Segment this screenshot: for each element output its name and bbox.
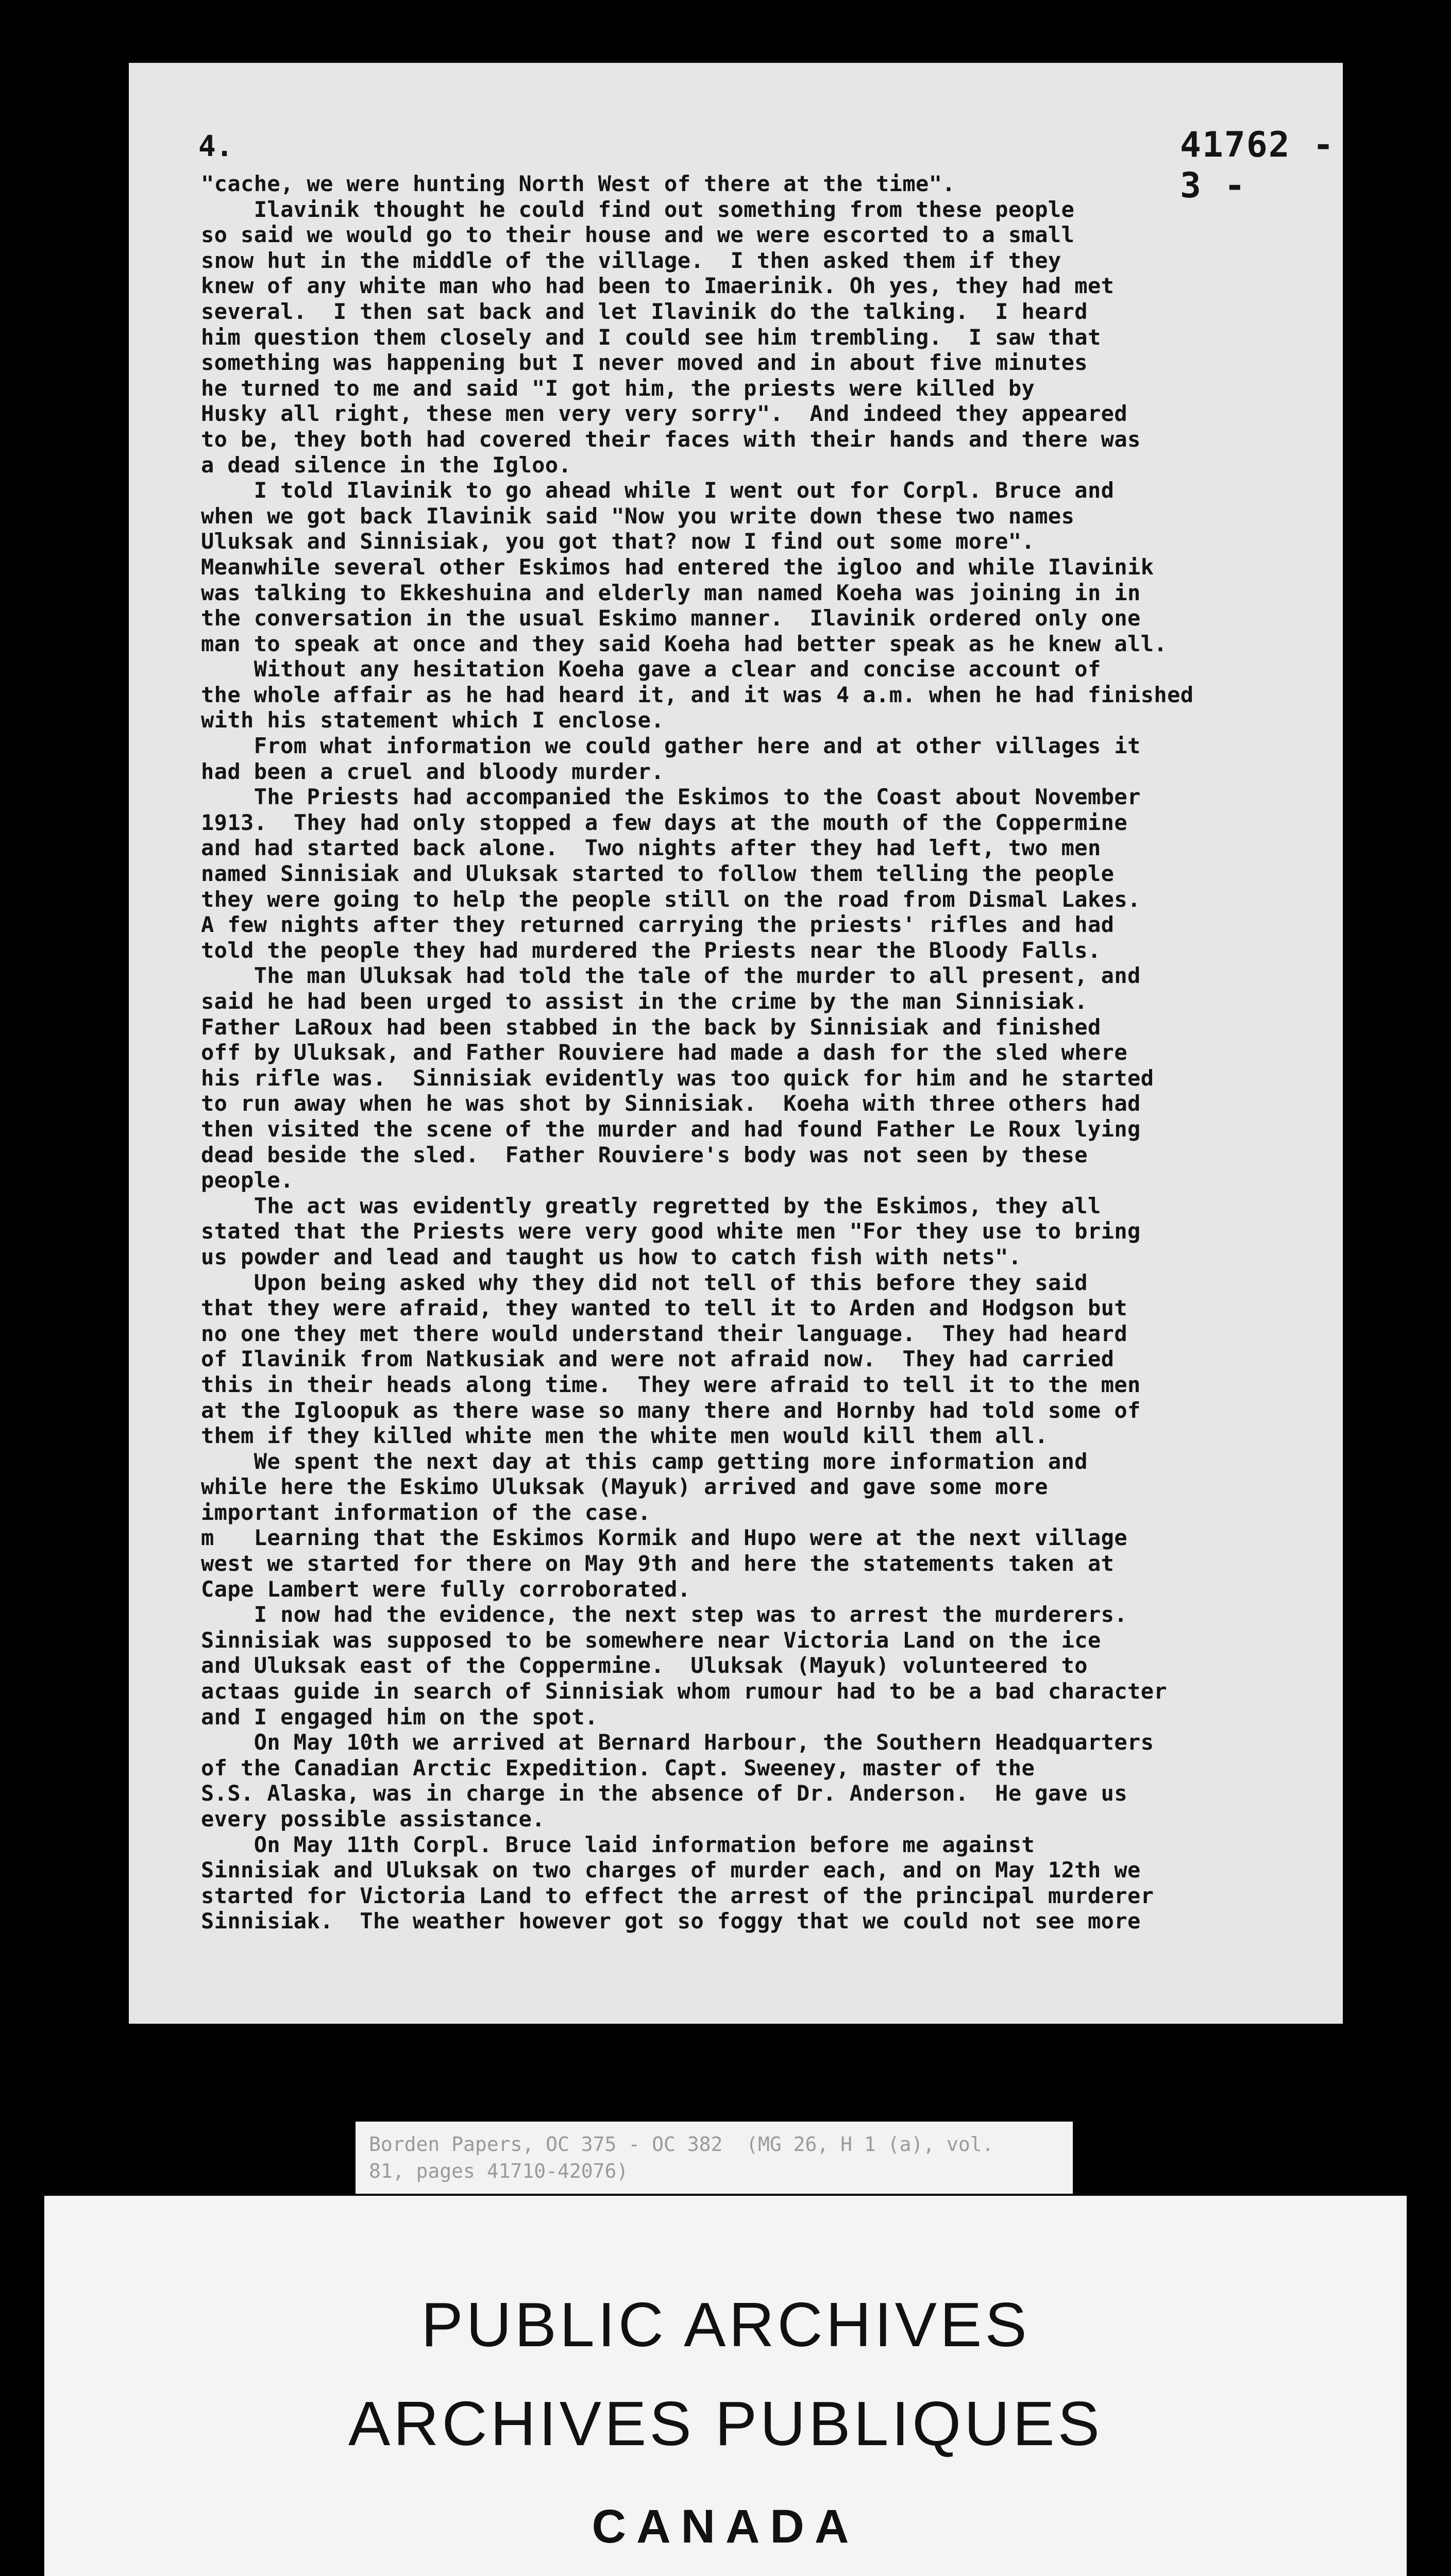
text-line: and had started back alone. Two nights after they had left, two men xyxy=(201,835,1101,861)
text-line: of Ilavinik from Natkusiak and were not afraid now. They had carried xyxy=(201,1346,1115,1372)
text-line: was talking to Ekkeshuina and elderly man named Koeha was joining in in xyxy=(201,580,1141,605)
typed-letter-page xyxy=(129,63,1343,2024)
catalog-reference-strip xyxy=(356,2122,1073,2194)
text-line: of the Canadian Arctic Expedition. Capt. Sweeney, master of the xyxy=(201,1755,1035,1781)
archive-title-french: ARCHIVES PUBLIQUES xyxy=(348,2388,1103,2459)
text-line: us powder and lead and taught us how to catch fish with nets". xyxy=(201,1244,1022,1269)
text-line: so said we would go to their house and we were escorted to a small xyxy=(201,222,1075,248)
text-line: Husky all right, these men very very sorry". And indeed they appeared xyxy=(201,401,1128,427)
archive-country: CANADA xyxy=(592,2500,859,2553)
text-line: Sinnisiak. The weather however got so foggy that we could not see more xyxy=(201,1908,1141,1934)
text-line: From what information we could gather here and at other villages it xyxy=(201,733,1141,759)
text-line: Ilavinik thought he could find out something from these people xyxy=(201,196,1075,222)
text-line: that they were afraid, they wanted to tell it to Arden and Hodgson but xyxy=(201,1295,1128,1321)
text-line: to be, they both had covered their faces with their hands and there was xyxy=(201,426,1141,452)
text-line: Meanwhile several other Eskimos had entered the igloo and while Ilavinik xyxy=(201,554,1154,580)
text-line: people. xyxy=(201,1167,294,1193)
text-line: several. I then sat back and let Ilavinik do the talking. I heard xyxy=(201,298,1088,324)
text-line: them if they killed white men the white men would kill them all. xyxy=(201,1423,1048,1449)
text-line: him question them closely and I could see him trembling. I saw that xyxy=(201,324,1101,350)
folio-number: 41762 xyxy=(1180,125,1291,165)
text-line: he turned to me and said "I got him, the priests were killed by xyxy=(201,375,1035,401)
text-line: this in their heads along time. They were afraid to tell it to the men xyxy=(201,1371,1141,1397)
catalog-line-1: Borden Papers, OC 375 - OC 382 (MG 26, H 1 (a), vol. xyxy=(369,2133,994,2156)
text-line: told the people they had murdered the Priests near the Bloody Falls. xyxy=(201,937,1101,963)
text-line: at the Igloopuk as there wase so many there and Hornby had told some of xyxy=(201,1397,1141,1423)
text-line: said he had been urged to assist in the crime by the man Sinnisiak. xyxy=(201,989,1088,1014)
text-line: I told Ilavinik to go ahead while I went out for Corpl. Bruce and xyxy=(201,478,1115,503)
text-line: On May 11th Corpl. Bruce laid information before me against xyxy=(201,1832,1035,1857)
text-line: S.S. Alaska, was in charge in the absence of Dr. Anderson. He gave us xyxy=(201,1781,1128,1806)
text-line: Upon being asked why they did not tell of this before they said xyxy=(201,1269,1088,1295)
text-line: something was happening but I never moved and in about five minutes xyxy=(201,350,1088,376)
text-line: when we got back Ilavinik said "Now you write down these two names xyxy=(201,503,1075,529)
text-line: The Priests had accompanied the Eskimos to the Coast about November xyxy=(201,784,1141,810)
text-line: On May 10th we arrived at Bernard Harbour, the Southern Headquarters xyxy=(201,1730,1154,1755)
text-line: m Learning that the Eskimos Kormik and Hupo were at the next village xyxy=(201,1525,1128,1551)
text-line: they were going to help the people still on the road from Dismal Lakes. xyxy=(201,886,1141,912)
text-line: The act was evidently greatly regretted by the Eskimos, they all xyxy=(201,1193,1101,1218)
text-line: no one they met there would understand their language. They had heard xyxy=(201,1320,1128,1346)
letter-body xyxy=(201,171,1343,1934)
text-line: snow hut in the middle of the village. I then asked them if they xyxy=(201,247,1061,273)
text-line: a dead silence in the Igloo. xyxy=(201,452,572,478)
text-line: his rifle was. Sinnisiak evidently was too quick for him and he started xyxy=(201,1065,1154,1091)
archive-title-english: PUBLIC ARCHIVES xyxy=(421,2290,1030,2360)
text-line: Sinnisiak and Uluksak on two charges of murder each, and on May 12th we xyxy=(201,1857,1141,1883)
text-line: I now had the evidence, the next step was to arrest the murderers. xyxy=(201,1602,1128,1628)
text-line: important information of the case. xyxy=(201,1499,651,1525)
text-line: had been a cruel and bloody murder. xyxy=(201,758,665,784)
text-line: We spent the next day at this camp getting more information and xyxy=(201,1448,1088,1474)
text-line: The man Uluksak had told the tale of the murder to all present, and xyxy=(201,963,1141,989)
text-line: actaas guide in search of Sinnisiak whom rumour had to be a bad character xyxy=(201,1679,1168,1704)
text-line: Without any hesitation Koeha gave a clear and concise account of xyxy=(201,656,1101,682)
text-line: and I engaged him on the spot. xyxy=(201,1704,598,1730)
text-line: Father LaRoux had been stabbed in the back by Sinnisiak and finished xyxy=(201,1014,1101,1040)
text-line: started for Victoria Land to effect the arrest of the principal murderer xyxy=(201,1883,1154,1908)
text-line: while here the Eskimo Uluksak (Mayuk) arrived and gave some more xyxy=(201,1474,1048,1500)
text-line: stated that the Priests were very good white men "For they use to bring xyxy=(201,1218,1141,1244)
page-number xyxy=(1180,125,1343,206)
text-line: then visited the scene of the murder and had found Father Le Roux lying xyxy=(201,1116,1141,1142)
text-line: every possible assistance. xyxy=(201,1806,545,1832)
text-line: the conversation in the usual Eskimo manner. Ilavinik ordered only one xyxy=(201,605,1141,631)
text-line: named Sinnisiak and Uluksak started to follow them telling the people xyxy=(201,861,1115,887)
text-line: man to speak at once and they said Koeha had better speak as he knew all. xyxy=(201,631,1168,656)
text-line: "cache, we were hunting North West of there at the time". xyxy=(201,171,956,196)
text-line: A few nights after they returned carrying the priests' rifles and had xyxy=(201,912,1115,938)
page-marker: - 3 - xyxy=(1180,125,1335,206)
archives-card xyxy=(44,2196,1407,2576)
text-line: to run away when he was shot by Sinnisiak. Koeha with three others had xyxy=(201,1091,1141,1116)
catalog-line-2: 81, pages 41710-42076) xyxy=(369,2160,629,2182)
text-line: with his statement which I enclose. xyxy=(201,707,665,733)
text-line: Sinnisiak was supposed to be somewhere near Victoria Land on the ice xyxy=(201,1627,1101,1653)
text-line: dead beside the sled. Father Rouviere's body was not seen by these xyxy=(201,1142,1088,1167)
text-line: Uluksak and Sinnisiak, you got that? now I find out some more". xyxy=(201,529,1035,554)
text-line: the whole affair as he had heard it, and it was 4 a.m. when he had finished xyxy=(201,682,1194,707)
text-line: west we started for there on May 9th and here the statements taken at xyxy=(201,1551,1115,1577)
text-line: 1913. They had only stopped a few days at the mouth of the Coppermine xyxy=(201,809,1128,835)
text-line: and Uluksak east of the Coppermine. Uluksak (Mayuk) volunteered to xyxy=(201,1653,1088,1679)
text-line: Cape Lambert were fully corroborated. xyxy=(201,1576,691,1602)
text-line: knew of any white man who had been to Imaerinik. Oh yes, they had met xyxy=(201,273,1115,299)
corner-mark: 4. xyxy=(198,130,233,163)
text-line: off by Uluksak, and Father Rouviere had made a dash for the sled where xyxy=(201,1040,1128,1065)
